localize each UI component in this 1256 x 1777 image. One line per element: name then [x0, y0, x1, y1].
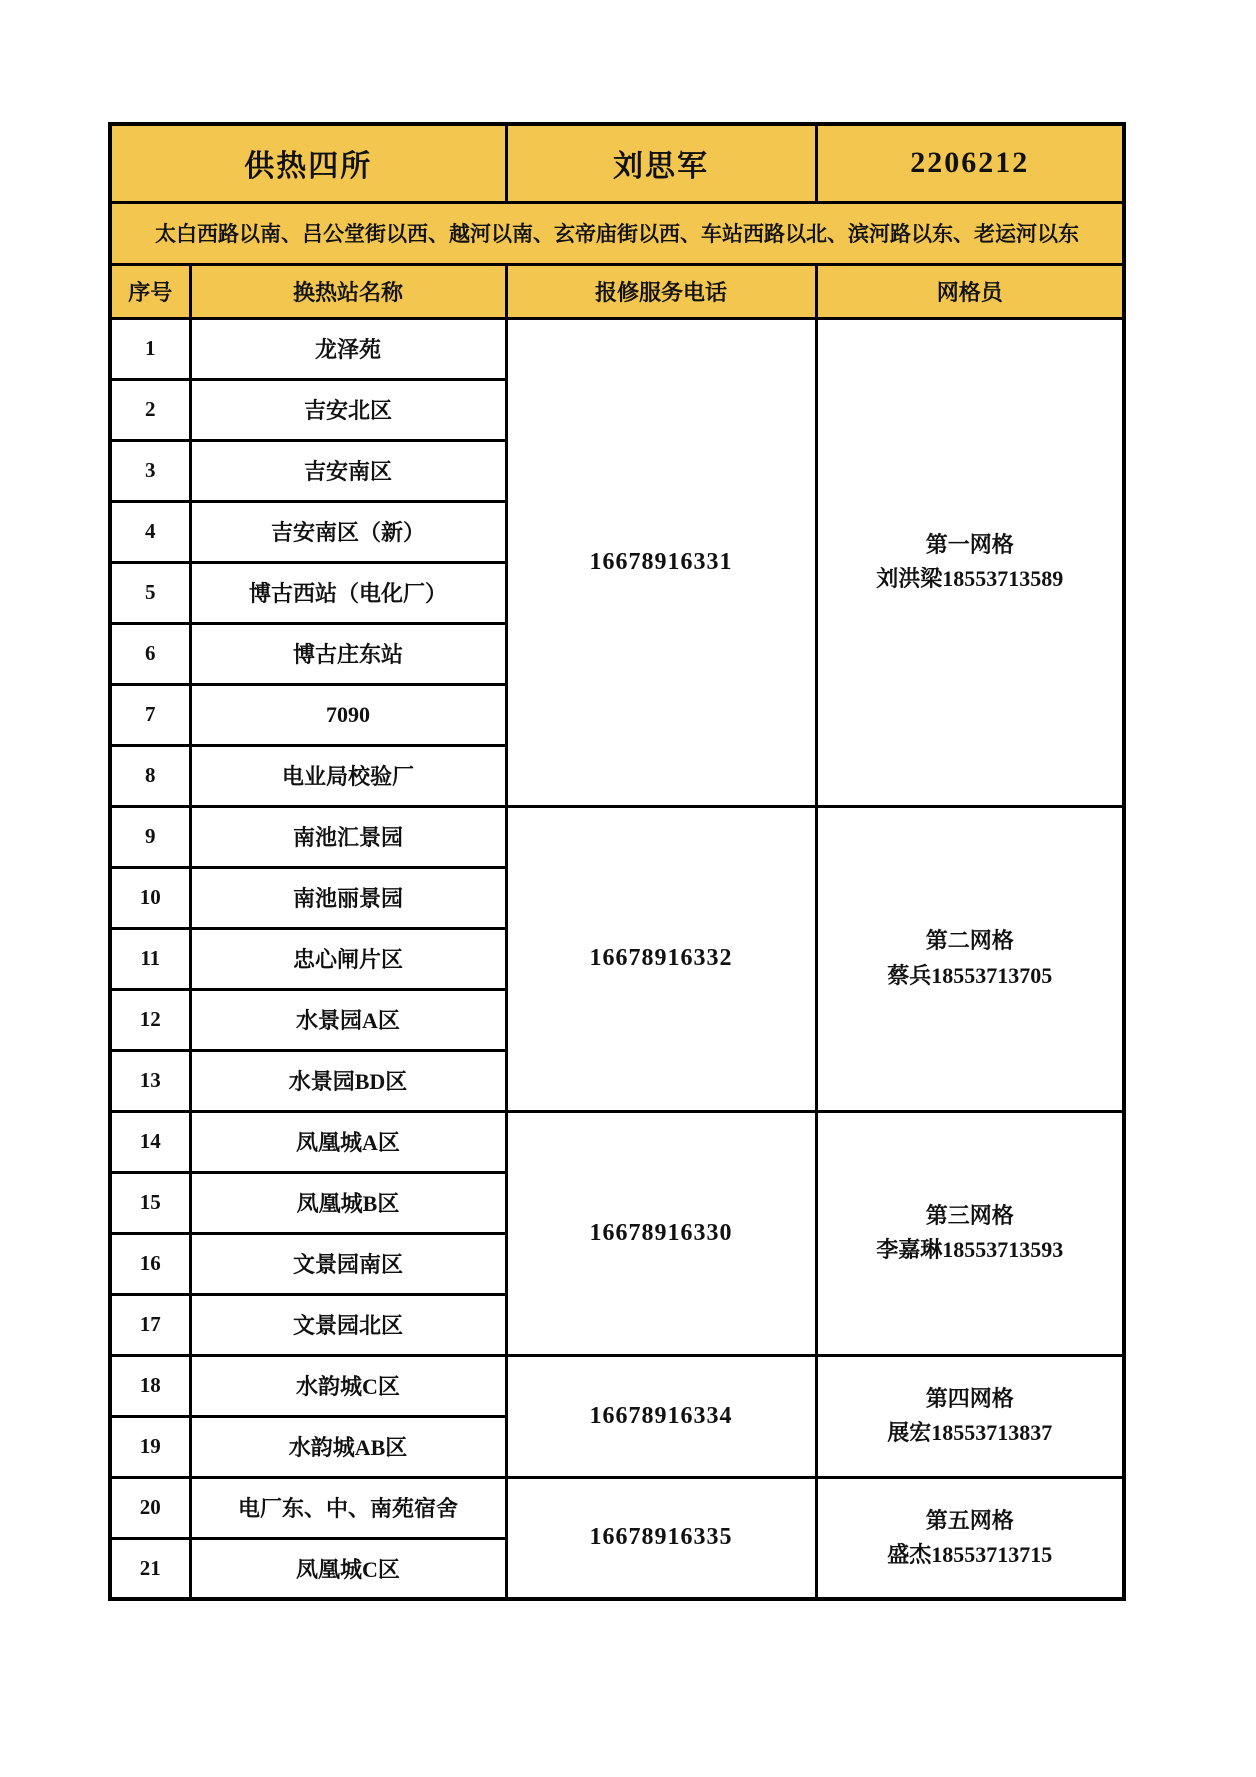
- station-name: 水景园BD区: [190, 1050, 506, 1111]
- grid-worker-cell: [816, 806, 1124, 1111]
- station-no: 13: [110, 1050, 190, 1111]
- station-name: 凤凰城C区: [190, 1538, 506, 1599]
- column-header-row: [110, 264, 1124, 318]
- station-no: 6: [110, 623, 190, 684]
- station-name: 凤凰城B区: [190, 1172, 506, 1233]
- grid-contact: 展宏18553713837: [887, 1420, 1053, 1445]
- grid-worker-cell: [816, 318, 1124, 806]
- column-header-phone: 报修服务电话: [506, 264, 816, 318]
- station-row: [110, 806, 1124, 867]
- station-no: 9: [110, 806, 190, 867]
- manager-name: 刘思军: [506, 124, 816, 202]
- repair-phone-cell: 16678916331: [506, 318, 816, 806]
- station-name: 水韵城AB区: [190, 1416, 506, 1477]
- station-name: 南池汇景园: [190, 806, 506, 867]
- station-name: 电厂东、中、南苑宿舍: [190, 1477, 506, 1538]
- grid-contact: 蔡兵18553713705: [887, 962, 1053, 988]
- grid-name: 第二网格: [925, 928, 1014, 954]
- station-no: 14: [110, 1111, 190, 1172]
- station-no: 2: [110, 379, 190, 440]
- heating-station-table: [108, 122, 1126, 1601]
- station-no: 1: [110, 318, 190, 379]
- station-no: 12: [110, 989, 190, 1050]
- station-no: 8: [110, 745, 190, 806]
- grid-worker-cell: [816, 1111, 1124, 1355]
- station-no: 17: [110, 1294, 190, 1355]
- station-name: 凤凰城A区: [190, 1111, 506, 1172]
- station-no: 16: [110, 1233, 190, 1294]
- title-row: [110, 124, 1124, 202]
- station-name: 文景园南区: [190, 1233, 506, 1294]
- grid-worker-cell: [816, 1355, 1124, 1477]
- station-no: 21: [110, 1538, 190, 1599]
- station-name: 吉安南区: [190, 440, 506, 501]
- column-header-no: 序号: [110, 264, 190, 318]
- station-no: 20: [110, 1477, 190, 1538]
- station-name: 7090: [190, 684, 506, 745]
- grid-worker-cell: [816, 1477, 1124, 1599]
- grid-contact: 盛杰18553713715: [887, 1541, 1053, 1567]
- station-name: 吉安南区（新）: [190, 501, 506, 562]
- station-row: [110, 1111, 1124, 1172]
- station-name: 忠心闸片区: [190, 928, 506, 989]
- grid-name: 第五网格: [925, 1507, 1014, 1533]
- office-name: 供热四所: [110, 124, 506, 202]
- office-code: 2206212: [816, 124, 1124, 202]
- station-row: [110, 1477, 1124, 1538]
- station-name: 吉安北区: [190, 379, 506, 440]
- station-name: 博古庄东站: [190, 623, 506, 684]
- station-no: 3: [110, 440, 190, 501]
- grid-name: 第一网格: [925, 531, 1014, 557]
- station-name: 电业局校验厂: [190, 745, 506, 806]
- grid-contact: 刘洪梁18553713589: [876, 566, 1064, 591]
- station-name: 龙泽苑: [190, 318, 506, 379]
- grid-name: 第四网格: [925, 1385, 1014, 1411]
- column-header-grid: 网格员: [816, 264, 1124, 318]
- station-row: [110, 318, 1124, 379]
- station-name: 水景园A区: [190, 989, 506, 1050]
- station-no: 15: [110, 1172, 190, 1233]
- coverage-row: [110, 202, 1124, 264]
- station-no: 7: [110, 684, 190, 745]
- station-no: 10: [110, 867, 190, 928]
- repair-phone-cell: 16678916335: [506, 1477, 816, 1599]
- column-header-station: 换热站名称: [190, 264, 506, 318]
- station-name: 文景园北区: [190, 1294, 506, 1355]
- station-no: 19: [110, 1416, 190, 1477]
- station-name: 南池丽景园: [190, 867, 506, 928]
- station-row: [110, 1355, 1124, 1416]
- coverage-area: 太白西路以南、吕公堂街以西、越河以南、玄帝庙街以西、车站西路以北、滨河路以东、老运河以东: [110, 202, 1124, 264]
- repair-phone-cell: 16678916330: [506, 1111, 816, 1355]
- station-no: 5: [110, 562, 190, 623]
- repair-phone-cell: 16678916334: [506, 1355, 816, 1477]
- station-name: 博古西站（电化厂）: [190, 562, 506, 623]
- repair-phone-cell: 16678916332: [506, 806, 816, 1111]
- grid-name: 第三网格: [925, 1202, 1014, 1228]
- station-no: 11: [110, 928, 190, 989]
- station-name: 水韵城C区: [190, 1355, 506, 1416]
- station-no: 4: [110, 501, 190, 562]
- station-no: 18: [110, 1355, 190, 1416]
- grid-contact: 李嘉琳18553713593: [876, 1237, 1064, 1262]
